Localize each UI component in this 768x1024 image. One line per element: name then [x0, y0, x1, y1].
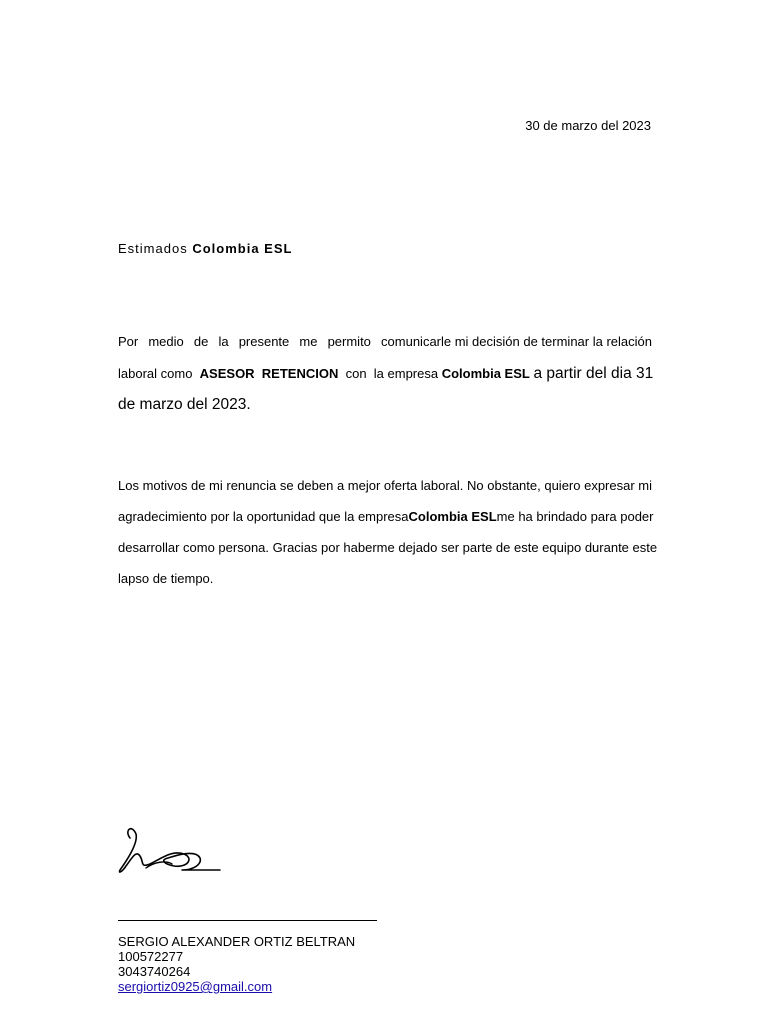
word: me: [299, 334, 318, 349]
greeting-company: Colombia ESL: [192, 241, 293, 256]
job-position: ASESOR RETENCION: [199, 366, 339, 381]
text-segment: a partir del dia 31: [533, 365, 654, 382]
paragraph-line: Los motivos de mi renuncia se deben a mejor oferta laboral. No obstante, quiero expresar mi: [118, 478, 653, 493]
word: la: [218, 334, 229, 349]
greeting-prefix: Estimados: [118, 241, 188, 256]
word: medio: [148, 334, 184, 349]
signer-email-link[interactable]: sergiortiz0925@gmail.com: [118, 979, 273, 994]
company-name: Colombia ESL: [408, 509, 497, 524]
signer-name: SERGIO ALEXANDER ORTIZ BELTRAN: [118, 934, 356, 949]
paragraph-resignation: [118, 334, 652, 427]
handwritten-signature: [110, 820, 230, 880]
paragraph-line: [118, 509, 652, 540]
signer-block: [118, 934, 355, 994]
word: permito: [327, 334, 371, 349]
text-segment: laboral como: [118, 366, 193, 381]
greeting: [118, 241, 292, 256]
text-segment: me ha brindado para poder: [496, 509, 654, 524]
paragraph-line: [118, 334, 652, 365]
paragraph-line: de marzo del 2023.: [118, 396, 251, 413]
paragraph-line: desarrollar como persona. Gracias por haberme dejado ser parte de este equipo durante este: [118, 540, 658, 555]
word: Por: [118, 334, 139, 349]
word: comunicarle mi decisión de terminar la relación: [381, 334, 652, 349]
letter-date: 30 de marzo del 2023: [525, 118, 651, 133]
text-segment: agradecimiento por la oportunidad que la empresa: [118, 509, 409, 524]
company-name: Colombia ESL: [441, 366, 530, 381]
signer-id: 100572277: [118, 949, 184, 964]
signer-phone: 3043740264: [118, 964, 191, 979]
text-segment: con la empresa: [345, 366, 439, 381]
signature-line: [118, 920, 377, 921]
paragraph-reasons: [118, 478, 658, 602]
paragraph-line: [118, 365, 652, 396]
word: de: [193, 334, 209, 349]
paragraph-line: lapso de tiempo.: [118, 571, 214, 586]
word: presente: [238, 334, 290, 349]
